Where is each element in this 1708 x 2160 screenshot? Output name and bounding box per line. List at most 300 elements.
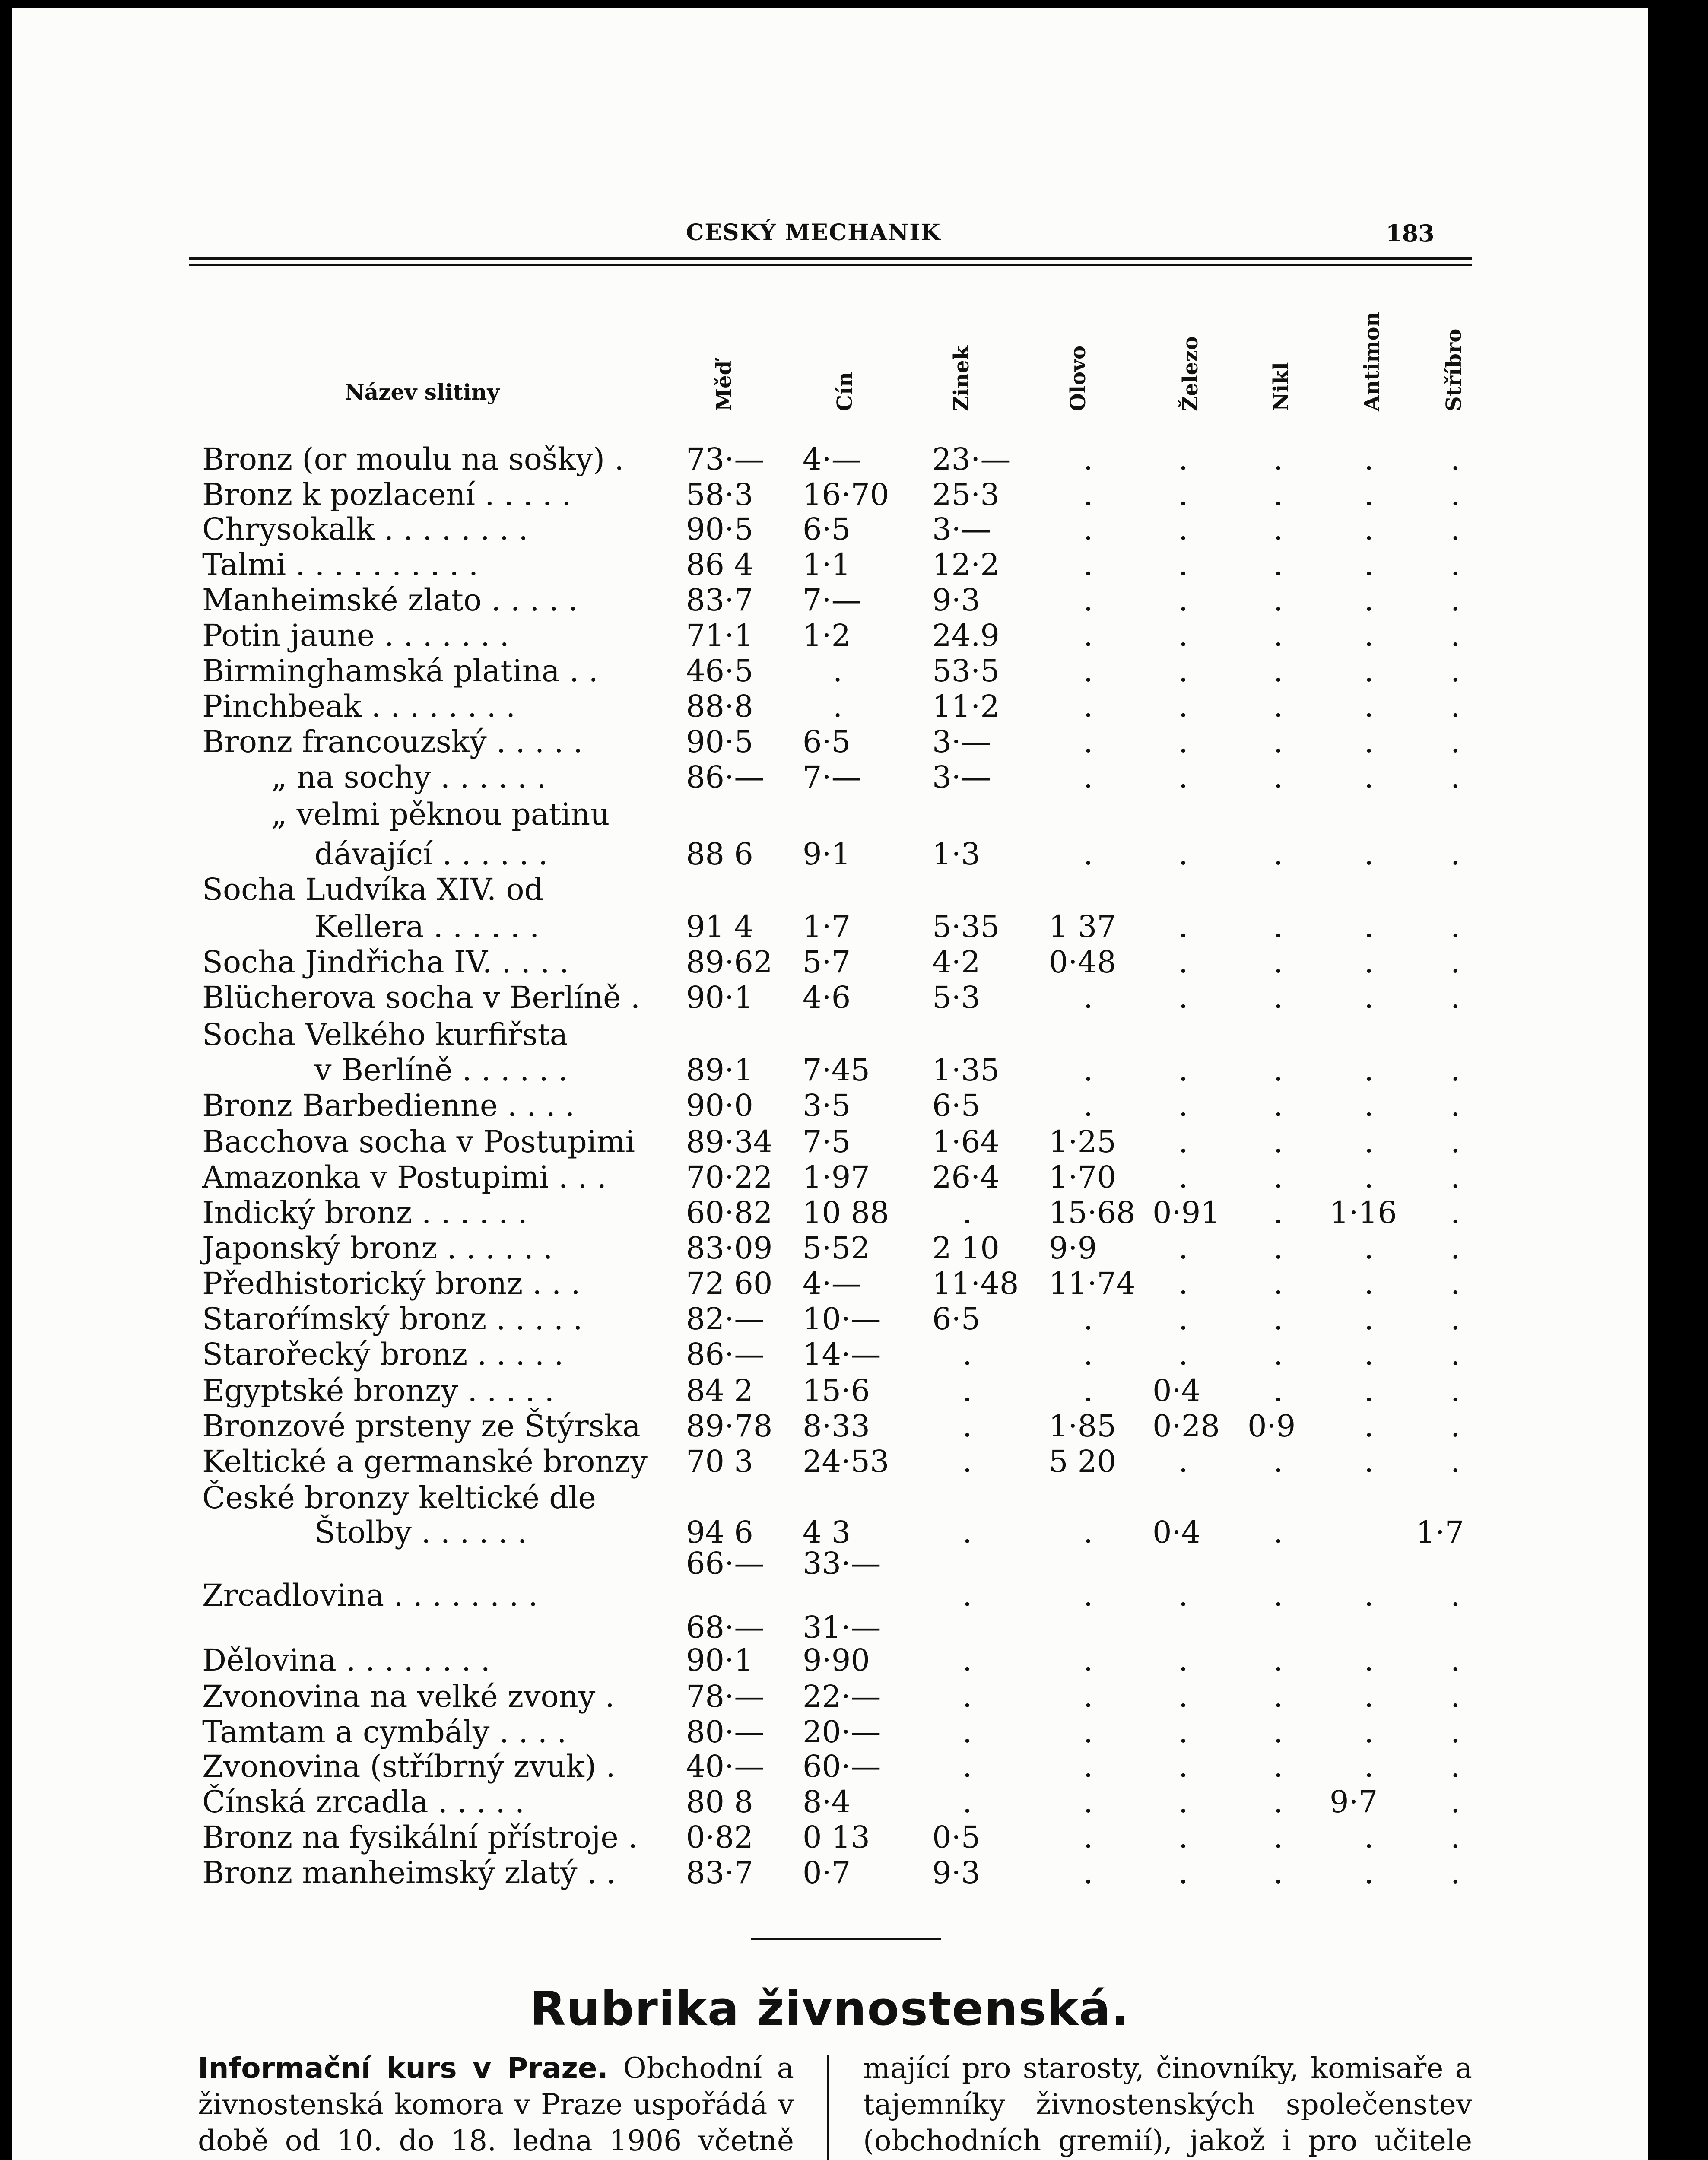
composition-value: 83·09: [686, 1230, 773, 1266]
alloy-name: Chrysokalk . . . . . . . .: [202, 511, 528, 547]
empty-value-dot: .: [1451, 1159, 1460, 1195]
empty-value-dot: .: [1083, 1855, 1093, 1890]
empty-value-dot: .: [1083, 511, 1093, 547]
composition-value: 16·70: [803, 477, 889, 512]
empty-value-dot: .: [1083, 1515, 1093, 1550]
empty-value-dot: .: [1451, 511, 1460, 547]
composition-value: 22·—: [803, 1679, 881, 1714]
empty-value-dot: .: [833, 689, 843, 724]
composition-value: 11·74: [1049, 1266, 1136, 1301]
empty-value-dot: .: [1178, 1714, 1188, 1750]
alloy-name: Zvonovina (stříbrný zvuk) .: [202, 1749, 616, 1784]
empty-value-dot: .: [1178, 582, 1188, 618]
article-column-left: [198, 2050, 794, 2160]
empty-value-dot: .: [1273, 477, 1283, 512]
empty-value-dot: .: [1083, 759, 1093, 795]
empty-value-dot: .: [1178, 442, 1188, 477]
empty-value-dot: .: [1083, 1714, 1093, 1750]
empty-value-dot: .: [1178, 1784, 1188, 1820]
empty-value-dot: .: [1083, 1337, 1093, 1372]
empty-value-dot: .: [962, 1642, 972, 1678]
empty-value-dot: .: [1083, 442, 1093, 477]
empty-value-dot: .: [1273, 1679, 1283, 1714]
empty-value-dot: .: [1083, 689, 1093, 724]
composition-value: 3·5: [803, 1088, 851, 1123]
composition-value: 89·1: [686, 1052, 753, 1088]
empty-value-dot: .: [1364, 836, 1374, 872]
empty-value-dot: .: [1364, 759, 1374, 795]
empty-value-dot: .: [1273, 980, 1283, 1015]
composition-value: 90·5: [686, 724, 753, 759]
composition-value: 58·3: [686, 477, 753, 512]
article-text-left: Obchodní a živnostenská komora v Praze uspořádá v době od 10. do 18. ledna 1906 včetně: [198, 2052, 794, 2157]
empty-value-dot: .: [1083, 653, 1093, 689]
alloy-name: Socha Jindřicha IV. . . . .: [202, 944, 569, 980]
alloy-name: Bronzové prsteny ze Štýrska: [202, 1408, 641, 1444]
composition-value: 40·—: [686, 1749, 765, 1784]
alloy-name: Bacchova socha v Postupimi: [202, 1124, 635, 1159]
empty-value-dot: .: [1451, 980, 1460, 1015]
composition-value: 0·48: [1049, 944, 1116, 980]
empty-value-dot: .: [1273, 1578, 1283, 1613]
empty-value-dot: .: [1273, 1714, 1283, 1750]
composition-value: 0·5: [932, 1820, 981, 1855]
composition-value: 20·—: [803, 1714, 881, 1750]
composition-value: 70·22: [686, 1159, 773, 1195]
empty-value-dot: .: [1451, 1301, 1460, 1337]
empty-value-dot: .: [1178, 909, 1188, 944]
empty-value-dot: .: [1364, 1578, 1374, 1613]
composition-value: 5·3: [932, 980, 981, 1015]
empty-value-dot: .: [1364, 909, 1374, 944]
empty-value-dot: .: [1273, 724, 1283, 759]
alloy-name: Japonský bronz . . . . . .: [202, 1230, 553, 1266]
empty-value-dot: .: [1451, 836, 1460, 872]
composition-value: 1·70: [1049, 1159, 1116, 1195]
empty-value-dot: .: [1178, 477, 1188, 512]
empty-value-dot: .: [1451, 1444, 1460, 1479]
empty-value-dot: .: [1451, 944, 1460, 980]
composition-value: 6·5: [803, 724, 851, 759]
empty-value-dot: .: [1451, 689, 1460, 724]
alloy-name: Starořecký bronz . . . . .: [202, 1337, 564, 1372]
composition-value: 4·—: [803, 1266, 862, 1301]
empty-value-dot: .: [1364, 944, 1374, 980]
empty-value-dot: .: [1273, 1230, 1283, 1266]
composition-value: 89·78: [686, 1408, 773, 1444]
empty-value-dot: .: [1364, 689, 1374, 724]
empty-value-dot: .: [1178, 1578, 1188, 1613]
composition-value: 10·—: [803, 1301, 881, 1337]
empty-value-dot: .: [1451, 1578, 1460, 1613]
alloy-name: dávající . . . . . .: [314, 836, 548, 872]
empty-value-dot: .: [1273, 1266, 1283, 1301]
composition-value: 83·7: [686, 582, 753, 618]
empty-value-dot: .: [833, 653, 843, 689]
empty-value-dot: .: [1178, 511, 1188, 547]
empty-value-dot: .: [1364, 1266, 1374, 1301]
alloy-name: Tamtam a cymbály . . . .: [202, 1714, 567, 1750]
empty-value-dot: .: [962, 1749, 972, 1784]
composition-value: 0·28: [1152, 1408, 1220, 1444]
composition-value: 84 2: [686, 1373, 753, 1408]
empty-value-dot: .: [1273, 547, 1283, 582]
alloy-name: Bronz manheimský zlatý . .: [202, 1855, 616, 1890]
alloy-name: Amazonka v Postupimi . . .: [202, 1159, 606, 1195]
empty-value-dot: .: [1451, 618, 1460, 653]
composition-value: 4·6: [803, 980, 851, 1015]
composition-value: 83·7: [686, 1855, 753, 1890]
composition-value: 80 8: [686, 1784, 753, 1820]
alloy-table: [12, 8, 1648, 2160]
empty-value-dot: .: [1451, 1642, 1460, 1678]
empty-value-dot: .: [1364, 1124, 1374, 1159]
empty-value-dot: .: [1451, 653, 1460, 689]
empty-value-dot: .: [1083, 1301, 1093, 1337]
empty-value-dot: .: [1083, 980, 1093, 1015]
empty-value-dot: .: [1451, 1230, 1460, 1266]
empty-value-dot: .: [962, 1408, 972, 1444]
empty-value-dot: .: [1083, 1088, 1093, 1123]
composition-value: 5 20: [1049, 1444, 1116, 1479]
empty-value-dot: .: [1178, 1444, 1188, 1479]
composition-value: 31·—: [803, 1610, 881, 1645]
empty-value-dot: .: [1451, 1088, 1460, 1123]
empty-value-dot: .: [1451, 1408, 1460, 1444]
alloy-name: Blücherova socha v Berlíně .: [202, 980, 641, 1015]
empty-value-dot: .: [962, 1515, 972, 1550]
article-runin-heading: Informační kurs v Praze.: [198, 2052, 608, 2085]
empty-value-dot: .: [1364, 547, 1374, 582]
composition-value: 7·—: [803, 759, 862, 795]
empty-value-dot: .: [1451, 909, 1460, 944]
empty-value-dot: .: [1364, 1408, 1374, 1444]
composition-value: 88 6: [686, 836, 753, 872]
alloy-name: Keltické a germanské bronzy: [202, 1444, 648, 1479]
empty-value-dot: .: [1273, 653, 1283, 689]
composition-value: 78·—: [686, 1679, 765, 1714]
composition-value: 10 88: [803, 1195, 889, 1230]
empty-value-dot: .: [962, 1444, 972, 1479]
empty-value-dot: .: [1364, 1088, 1374, 1123]
empty-value-dot: .: [1273, 1052, 1283, 1088]
alloy-name: Zrcadlovina . . . . . . . .: [202, 1578, 538, 1613]
composition-value: 24.9: [932, 618, 1000, 653]
empty-value-dot: .: [1273, 689, 1283, 724]
empty-value-dot: .: [1451, 759, 1460, 795]
empty-value-dot: .: [1273, 1784, 1283, 1820]
empty-value-dot: .: [1451, 1337, 1460, 1372]
empty-value-dot: .: [1451, 547, 1460, 582]
composition-value: 72 60: [686, 1266, 773, 1301]
empty-value-dot: .: [1273, 1195, 1283, 1230]
composition-value: 60·82: [686, 1195, 773, 1230]
empty-value-dot: .: [962, 1195, 972, 1230]
composition-value: 26·4: [932, 1159, 1000, 1195]
composition-value: 9·7: [1330, 1784, 1378, 1820]
composition-value: 1·35: [932, 1052, 1000, 1088]
empty-value-dot: .: [1451, 1195, 1460, 1230]
empty-value-dot: .: [1364, 477, 1374, 512]
composition-value: 2 10: [932, 1230, 1000, 1266]
empty-value-dot: .: [1178, 618, 1188, 653]
composition-value: 9·3: [932, 1855, 981, 1890]
composition-value: 6·5: [932, 1088, 981, 1123]
empty-value-dot: .: [1178, 1749, 1188, 1784]
empty-value-dot: .: [1451, 1820, 1460, 1855]
empty-value-dot: .: [1364, 1444, 1374, 1479]
composition-value: 80·—: [686, 1714, 765, 1750]
composition-value: 1·85: [1049, 1408, 1116, 1444]
empty-value-dot: .: [1451, 1679, 1460, 1714]
composition-value: 8·33: [803, 1408, 870, 1444]
alloy-name: Bronz k pozlacení . . . . .: [202, 477, 571, 512]
empty-value-dot: .: [1273, 618, 1283, 653]
composition-value: 94 6: [686, 1515, 753, 1550]
composition-value: 0·4: [1152, 1373, 1201, 1408]
empty-value-dot: .: [1178, 836, 1188, 872]
empty-value-dot: .: [1451, 582, 1460, 618]
empty-value-dot: .: [1364, 653, 1374, 689]
empty-value-dot: .: [1364, 1230, 1374, 1266]
composition-value: 46·5: [686, 653, 753, 689]
composition-value: 90·1: [686, 1642, 753, 1678]
empty-value-dot: .: [1364, 582, 1374, 618]
composition-value: 1·7: [803, 909, 851, 944]
empty-value-dot: .: [1364, 1855, 1374, 1890]
composition-value: 60·—: [803, 1749, 881, 1784]
empty-value-dot: .: [1364, 1820, 1374, 1855]
alloy-name: Potin jaune . . . . . . .: [202, 618, 509, 653]
composition-value: 9·9: [1049, 1230, 1097, 1266]
empty-value-dot: .: [1273, 1088, 1283, 1123]
composition-value: 53·5: [932, 653, 1000, 689]
empty-value-dot: .: [1364, 442, 1374, 477]
empty-value-dot: .: [1273, 1642, 1283, 1678]
empty-value-dot: .: [1083, 1373, 1093, 1408]
alloy-name: Pinchbeak . . . . . . . .: [202, 689, 516, 724]
composition-value: 4·—: [803, 442, 862, 477]
page: CESKÝ MECHANIK 183 Název slitiny Měď Cín Zinek Olovo Železo Nikl Antimon Stříbro Bronz (or moulu na sošky) . 73·— 4·— 23·— . . . . . Bronz k pozlacení . . . . . 58·3 16·70 25·3 . . . . . Chrysokalk . . . . . . . . 90·5 6·5 3·— . . . . . Talmi . . . . . . . . . . 86 4 1·1 12·2 . . . . . Manheimské zlato . . . . . 83·7 7·— 9·3 . . . . . Potin jaune . . . . . . . 71·1 1·2 24.9 . . . . . Birminghamská platina . . 46·5 . 53·5 . . . . . Pinchbeak . . . . . . . . 88·8 . 11·2 . . . . . Bronz francouzský . . . . . 90·5 6·5 3·— . . . . . „ na sochy . . . . . . 86·— 7·— 3·— . . . . . „ velmi pěknou patinu dávající . . . . . . 88 6 9·1 1·3 . . . . . Socha Ludvíka XIV. od Kellera . . . . . . 91 4 1·7 5·35 1 37 . . . . Socha Jindřicha IV. . . . . 89·62 5·7 4·2 0·48 . . . . Blücherova socha v Berlíně . 90·1 4·6 5·3 . . . . . Socha Velkého kurfiřsta v Berlíně . . . . . . 89·1 7·45 1·35 . . . . . Bronz Barbedienne . . . . 90·0 3·5 6·5 . . . . . Bacchova socha v Postupimi 89·34 7·5 1·64 1·25 . . . . Amazonka v Postupimi . . . 70·22 1·97 26·4 1·70 . . . . Indický bronz . . . . . . 60·82 10 88 . 15·68 0·91 . 1·16 . Japonský bronz . . . . . . 83·09 5·52 2 10 9·9 . . . . Předhistorický bronz . . . 72 60 4·— 11·48 11·74 . . . . Staroŕímský bronz . . . . . 82·— 10·— 6·5 . . . . . Starořecký bronz . . . . . 86·— 14·— . . . . . . Egyptské bronzy . . . . . 84 2 15·6 . . 0·4 . . . Bronzové prsteny ze Štýrska 89·78 8·33 . 1·85 0·28 0·9 . . Keltické a germanské bronzy 70 3 24·53 . 5 20 . . . . České bronzy keltické dle Štolby . . . . . . 94 6 4 3 . . 0·4 . 1·7 66·— 33·— Zrcadlovina . . . . . . . . . . . . . . 68·— 31·— Dělovina . . . . . . . . 90·1 9·90 . . . . . . Zvonovina na velké zvony . 78·— 22·— . . . . . . Tamtam a cymbály . . . . 80·— 20·— . . . . . . Zvonovina (stříbrný zvuk) . 40·— 60·— . . . . . . Čínská zrcadla . . . . . 80 8 8·4 . . . . 9·7 . Bronz na fysikální přístroje . 0·82 0 13 0·5 . . . . . Bronz manheimský zlatý . . 83·7 0·7 9·3 . . . . . Rubrika živnostenská. Informační kurs v Praze. Obchodní a živnostenská komora v Praze uspořádá v době od 10. do 18. ledna 1906 včetně mající pro starosty, činovníky, komisaře a tajemníky živnostenských společenstev (obchodních gremií), jakož i pro učitele: [12, 8, 1648, 2160]
empty-value-dot: .: [1178, 980, 1188, 1015]
empty-value-dot: .: [1178, 1159, 1188, 1195]
composition-value: 5·7: [803, 944, 851, 980]
composition-value: 0·7: [803, 1855, 851, 1890]
alloy-name: Dělovina . . . . . . . .: [202, 1642, 490, 1678]
alloy-name: Manheimské zlato . . . . .: [202, 582, 578, 618]
empty-value-dot: .: [1273, 1820, 1283, 1855]
empty-value-dot: .: [1364, 1679, 1374, 1714]
alloy-name: Kellera . . . . . .: [314, 909, 540, 944]
column-divider: [827, 2055, 829, 2160]
article-column-right: [863, 2050, 1472, 2160]
empty-value-dot: .: [962, 1714, 972, 1750]
composition-value: 7·5: [803, 1124, 851, 1159]
alloy-name: Egyptské bronzy . . . . .: [202, 1373, 554, 1408]
empty-value-dot: .: [1178, 1820, 1188, 1855]
empty-value-dot: .: [1364, 618, 1374, 653]
empty-value-dot: .: [1273, 1124, 1283, 1159]
composition-value: 0·91: [1152, 1195, 1220, 1230]
empty-value-dot: .: [1083, 1749, 1093, 1784]
composition-value: 3·—: [932, 511, 991, 547]
empty-value-dot: .: [1083, 836, 1093, 872]
running-title: CESKÝ MECHANIK: [686, 219, 941, 246]
composition-value: 86·—: [686, 759, 765, 795]
alloy-name: Talmi . . . . . . . . . .: [202, 547, 479, 582]
empty-value-dot: .: [1178, 1088, 1188, 1123]
composition-value: 0·9: [1248, 1408, 1296, 1444]
composition-value: 1·3: [932, 836, 981, 872]
empty-value-dot: .: [1178, 1679, 1188, 1714]
composition-value: 33·—: [803, 1546, 881, 1581]
alloy-name: Indický bronz . . . . . .: [202, 1195, 527, 1230]
empty-value-dot: .: [962, 1373, 972, 1408]
empty-value-dot: .: [1178, 1855, 1188, 1890]
composition-value: 89·34: [686, 1124, 773, 1159]
empty-value-dot: .: [1083, 724, 1093, 759]
empty-value-dot: .: [1273, 944, 1283, 980]
empty-value-dot: .: [1273, 511, 1283, 547]
composition-value: 5·35: [932, 909, 1000, 944]
empty-value-dot: .: [1083, 1820, 1093, 1855]
empty-value-dot: .: [1083, 477, 1093, 512]
empty-value-dot: .: [1178, 1052, 1188, 1088]
alloy-name: „ velmi pěknou patinu: [271, 797, 610, 832]
composition-value: 9·90: [803, 1642, 870, 1678]
empty-value-dot: .: [1178, 1230, 1188, 1266]
empty-value-dot: .: [1083, 1642, 1093, 1678]
composition-value: 1·97: [803, 1159, 870, 1195]
empty-value-dot: .: [1178, 1337, 1188, 1372]
alloy-name: Staroŕímský bronz . . . . .: [202, 1301, 583, 1337]
empty-value-dot: .: [1364, 1373, 1374, 1408]
composition-value: 9·1: [803, 836, 851, 872]
empty-value-dot: .: [1364, 1337, 1374, 1372]
empty-value-dot: .: [1451, 477, 1460, 512]
composition-value: 90·1: [686, 980, 753, 1015]
empty-value-dot: .: [1364, 724, 1374, 759]
composition-value: 82·—: [686, 1301, 765, 1337]
alloy-name: Štolby . . . . . .: [314, 1515, 527, 1550]
composition-value: 6·5: [932, 1301, 981, 1337]
composition-value: 7·—: [803, 582, 862, 618]
empty-value-dot: .: [1364, 1714, 1374, 1750]
section-title: Rubrika živnostenská.: [530, 1982, 1130, 2036]
empty-value-dot: .: [1273, 1515, 1283, 1550]
empty-value-dot: .: [1273, 759, 1283, 795]
composition-value: 86·—: [686, 1337, 765, 1372]
composition-value: 1·25: [1049, 1124, 1116, 1159]
composition-value: 66·—: [686, 1546, 765, 1581]
empty-value-dot: .: [1273, 582, 1283, 618]
empty-value-dot: .: [1273, 442, 1283, 477]
composition-value: 70 3: [686, 1444, 753, 1479]
alloy-name: Bronz Barbedienne . . . .: [202, 1088, 575, 1123]
empty-value-dot: .: [1083, 582, 1093, 618]
empty-value-dot: .: [1451, 1124, 1460, 1159]
empty-value-dot: .: [1273, 1855, 1283, 1890]
composition-value: 1 37: [1049, 909, 1116, 944]
empty-value-dot: .: [1178, 759, 1188, 795]
composition-value: 25·3: [932, 477, 1000, 512]
composition-value: 3·—: [932, 759, 991, 795]
separator-rule: [751, 1938, 941, 1940]
empty-value-dot: .: [1364, 1301, 1374, 1337]
empty-value-dot: .: [1083, 1784, 1093, 1820]
empty-value-dot: .: [1451, 1373, 1460, 1408]
composition-value: 15·6: [803, 1373, 870, 1408]
empty-value-dot: .: [1364, 1052, 1374, 1088]
composition-value: 23·—: [932, 442, 1011, 477]
empty-value-dot: .: [1451, 1749, 1460, 1784]
composition-value: 1·2: [803, 618, 851, 653]
composition-value: 90·0: [686, 1088, 753, 1123]
alloy-name: Předhistorický bronz . . .: [202, 1266, 581, 1301]
empty-value-dot: .: [1178, 1124, 1188, 1159]
composition-value: 11·2: [932, 689, 1000, 724]
composition-value: 1·7: [1416, 1515, 1464, 1550]
empty-value-dot: .: [1451, 1855, 1460, 1890]
composition-value: 88·8: [686, 689, 753, 724]
alloy-name: Bronz (or moulu na sošky) .: [202, 442, 624, 477]
alloy-name: Socha Velkého kurfiřsta: [202, 1017, 568, 1052]
empty-value-dot: .: [1178, 1301, 1188, 1337]
page-number: 183: [1386, 219, 1435, 247]
composition-value: 12·2: [932, 547, 1000, 582]
empty-value-dot: .: [1083, 618, 1093, 653]
empty-value-dot: .: [1083, 547, 1093, 582]
alloy-name: Zvonovina na velké zvony .: [202, 1679, 615, 1714]
empty-value-dot: .: [1451, 1714, 1460, 1750]
composition-value: 15·68: [1049, 1195, 1136, 1230]
composition-value: 9·3: [932, 582, 981, 618]
empty-value-dot: .: [1273, 836, 1283, 872]
composition-value: 1·1: [803, 547, 851, 582]
composition-value: 0·82: [686, 1820, 753, 1855]
empty-value-dot: .: [1178, 653, 1188, 689]
empty-value-dot: .: [1364, 511, 1374, 547]
composition-value: 7·45: [803, 1052, 870, 1088]
empty-value-dot: .: [1273, 1159, 1283, 1195]
composition-value: 91 4: [686, 909, 753, 944]
empty-value-dot: .: [1083, 1052, 1093, 1088]
alloy-name: Bronz francouzský . . . . .: [202, 724, 583, 759]
empty-value-dot: .: [1083, 1679, 1093, 1714]
alloy-name: Čínská zrcadla . . . . .: [202, 1784, 525, 1820]
empty-value-dot: .: [1178, 547, 1188, 582]
empty-value-dot: .: [1451, 1052, 1460, 1088]
empty-value-dot: .: [962, 1337, 972, 1372]
composition-value: 8·4: [803, 1784, 851, 1820]
composition-value: 4·2: [932, 944, 981, 980]
empty-value-dot: .: [1364, 1749, 1374, 1784]
article-text-right: mající pro starosty, činovníky, komisaře a tajemníky živnostenských společenstev (obchodních gremií), jakož i pro učitele: [863, 2052, 1472, 2157]
alloy-name: Socha Ludvíka XIV. od: [202, 872, 544, 907]
composition-value: 5·52: [803, 1230, 870, 1266]
composition-value: 3·—: [932, 724, 991, 759]
column-header-name: Název slitiny: [345, 379, 500, 405]
empty-value-dot: .: [1083, 1578, 1093, 1613]
empty-value-dot: .: [1178, 724, 1188, 759]
alloy-name: v Berlíně . . . . . .: [314, 1052, 568, 1088]
alloy-name: Bronz na fysikální přístroje .: [202, 1820, 638, 1855]
composition-value: 73·—: [686, 442, 765, 477]
composition-value: 1·16: [1330, 1195, 1397, 1230]
empty-value-dot: .: [962, 1578, 972, 1613]
composition-value: 11·48: [932, 1266, 1019, 1301]
empty-value-dot: .: [1364, 1642, 1374, 1678]
